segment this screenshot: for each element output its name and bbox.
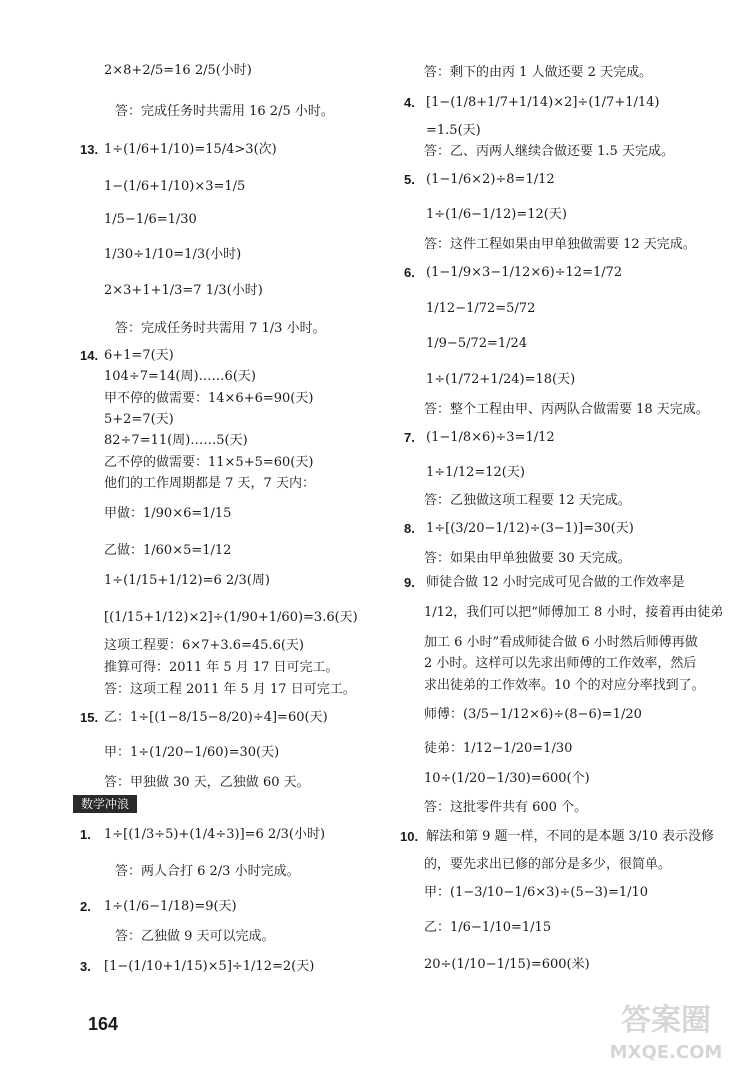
eq-line: 10÷(1/20−1/30)=600(个) xyxy=(424,771,590,786)
problem-number-6: 6. xyxy=(404,265,415,280)
section-badge: 数学冲浪 xyxy=(73,795,137,813)
eq-line: 1/12−1/72=5/72 xyxy=(426,301,536,316)
eq-line: 乙：1/6−1/10=1/15 xyxy=(424,920,552,935)
problem-number-8: 8. xyxy=(404,521,415,536)
problem-number-10: 10. xyxy=(400,829,419,844)
eq-line: 推算可得：2011 年 5 月 17 日可完工。 xyxy=(104,660,339,675)
watermark-title: 答案圈 xyxy=(621,1003,711,1038)
eq-line: 徒弟：1/12−1/20=1/30 xyxy=(424,741,573,756)
eq-line: 1/5−1/6=1/30 xyxy=(104,212,197,227)
problem-number-s2: 2. xyxy=(80,899,91,914)
answer-line: 答：这件工程如果由甲单独做需要 12 天完成。 xyxy=(424,237,696,252)
eq-line: 20÷(1/10−1/15)=600(米) xyxy=(424,957,590,972)
eq-line: 104÷7=14(周)……6(天) xyxy=(104,369,256,384)
eq-line: 甲：1÷(1/20−1/60)=30(天) xyxy=(104,745,280,760)
eq-line: 5+2=7(天) xyxy=(104,412,174,427)
eq-line: 1/30÷1/10=1/3(小时) xyxy=(104,247,242,262)
answer-line: 答：乙独做这项工程要 12 天完成。 xyxy=(424,493,631,508)
eq-line: (1−1/9×3−1/12×6)÷12=1/72 xyxy=(426,265,623,280)
eq-line: 这项工程要：6×7+3.6=45.6(天) xyxy=(104,638,304,653)
problem-number-s1: 1. xyxy=(80,827,91,842)
eq-line: [1−(1/10+1/15)×5]÷1/12=2(天) xyxy=(104,959,315,974)
problem-number-4: 4. xyxy=(404,95,415,110)
answer-line: 答：甲独做 30 天，乙独做 60 天。 xyxy=(104,775,310,790)
eq-line: 甲：(1−3/10−1/6×3)÷(5−3)=1/10 xyxy=(424,885,649,900)
text-line: 师徒合做 12 小时完成可见合做的工作效率是 xyxy=(426,575,685,590)
eq-line: 6+1=7(天) xyxy=(104,348,174,363)
eq-line: 82÷7=11(周)……5(天) xyxy=(104,433,248,448)
eq-line: 乙：1÷[(1−8/15−8/20)÷4]=60(天) xyxy=(104,710,328,725)
text-line: 加工 6 小时”看成师徒合做 6 小时然后师傅再做 xyxy=(424,635,698,650)
answer-line: 答：完成任务时共需用 7 1/3 小时。 xyxy=(115,321,326,336)
eq-line: 2×8+2/5=16 2/5(小时) xyxy=(104,63,252,78)
eq-line: 甲不停的做需要：14×6+6=90(天) xyxy=(104,391,314,406)
problem-number-7: 7. xyxy=(404,430,415,445)
problem-number-15: 15. xyxy=(80,710,99,725)
eq-line: 1÷(1/6−1/12)=12(天) xyxy=(426,207,567,222)
answer-line: 答：这项工程 2011 年 5 月 17 日可完工。 xyxy=(104,682,356,697)
problem-number-14: 14. xyxy=(80,348,99,363)
eq-line: 1÷(1/72+1/24)=18(天) xyxy=(426,372,576,387)
eq-line: =1.5(天) xyxy=(426,123,481,138)
eq-line: 1÷(1/6+1/10)=15/4>3(次) xyxy=(104,142,277,157)
eq-line: [(1/15+1/12)×2]÷(1/90+1/60)=3.6(天) xyxy=(104,610,358,625)
watermark-logo xyxy=(596,994,736,1066)
problem-number-5: 5. xyxy=(404,172,415,187)
eq-line: 1÷[(1/3÷5)+(1/4÷3)]=6 2/3(小时) xyxy=(104,827,326,842)
eq-line: 1÷(1/6−1/18)=9(天) xyxy=(104,899,237,914)
answer-line: 答：这批零件共有 600 个。 xyxy=(424,800,588,815)
problem-number-s3: 3. xyxy=(80,959,91,974)
eq-line: 师傅：(3/5−1/12×6)÷(8−6)=1/20 xyxy=(424,707,642,722)
eq-line: 1−(1/6+1/10)×3=1/5 xyxy=(104,179,246,194)
eq-line: 1÷1/12=12(天) xyxy=(426,465,525,480)
eq-line: 2×3+1+1/3=7 1/3(小时) xyxy=(104,283,263,298)
answer-line: 答：乙、丙两人继续合做还要 1.5 天完成。 xyxy=(424,144,674,159)
eq-line: 甲做：1/90×6=1/15 xyxy=(104,506,232,521)
answer-line: 答：两人合打 6 2/3 小时完成。 xyxy=(115,864,300,879)
eq-line: [1−(1/8+1/7+1/14)×2]÷(1/7+1/14) xyxy=(426,95,660,110)
text-line: 的，要先求出已修的部分是多少，很简单。 xyxy=(424,857,672,872)
problem-number-13: 13. xyxy=(80,142,99,157)
eq-line: 1÷(1/15+1/12)=6 2/3(周) xyxy=(104,573,270,588)
answer-line: 答：如果由甲单独做要 30 天完成。 xyxy=(424,551,631,566)
problem-number-9: 9. xyxy=(404,575,415,590)
eq-line: 乙不停的做需要：11×5+5=60(天) xyxy=(104,455,314,470)
text-line: 1/12，我们可以把“师傅加工 8 小时，接着再由徒弟 xyxy=(424,605,724,620)
text-line: 2 小时。这样可以先求出师傅的工作效率，然后 xyxy=(424,656,697,671)
eq-line: 乙做：1/60×5=1/12 xyxy=(104,543,232,558)
text-line: 解法和第 9 题一样，不同的是本题 3/10 表示没修 xyxy=(426,829,714,844)
eq-line: 1÷[(3/20−1/12)÷(3−1)]=30(天) xyxy=(426,521,634,536)
watermark-url: MXQE.COM xyxy=(609,1042,723,1063)
answer-line: 答：乙独做 9 天可以完成。 xyxy=(115,929,275,944)
answer-line: 答：整个工程由甲、丙两队合做需要 18 天完成。 xyxy=(424,402,709,417)
answer-line: 答：剩下的由丙 1 人做还要 2 天完成。 xyxy=(424,65,653,80)
text-line: 求出徒弟的工作效率。10 个的对应分率找到了。 xyxy=(424,678,705,693)
page-number: 164 xyxy=(88,1014,119,1034)
eq-line: 他们的工作周期都是 7 天，7 天内： xyxy=(104,476,315,491)
eq-line: (1−1/8×6)÷3=1/12 xyxy=(426,430,555,445)
answer-line: 答：完成任务时共需用 16 2/5 小时。 xyxy=(115,104,334,119)
eq-line: 1/9−5/72=1/24 xyxy=(426,336,528,351)
eq-line: (1−1/6×2)÷8=1/12 xyxy=(426,172,555,187)
